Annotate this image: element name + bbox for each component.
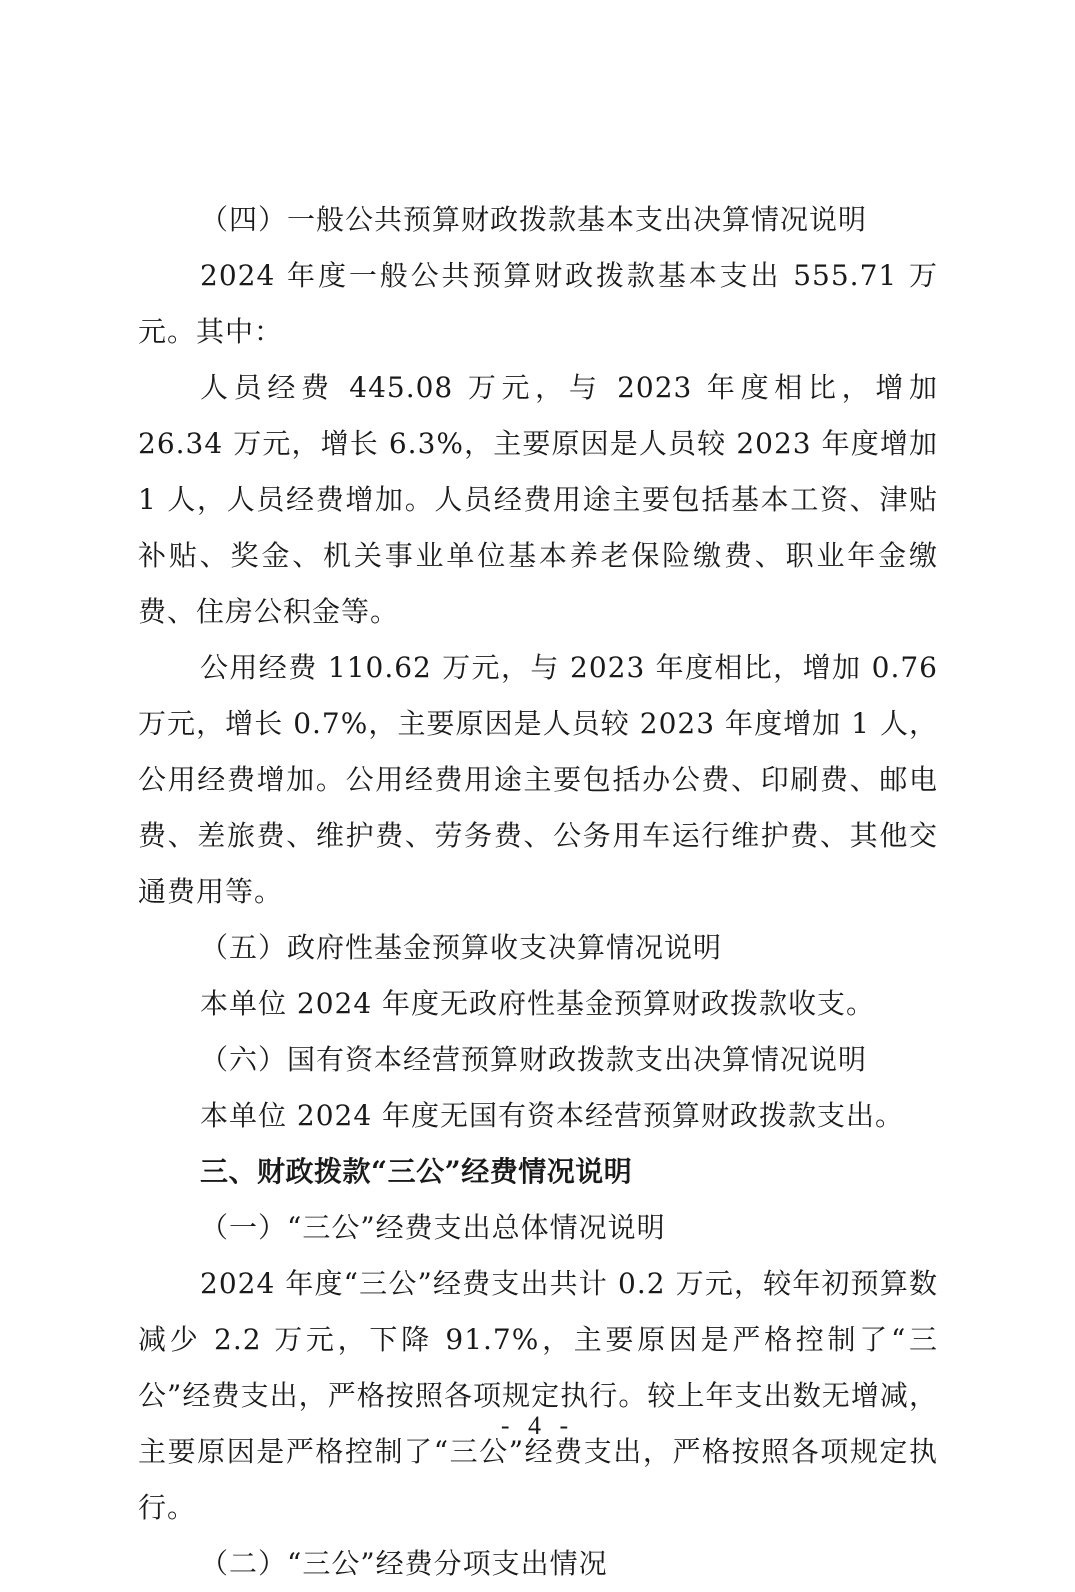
section-heading-5: （五）政府性基金预算收支决算情况说明 [200, 931, 723, 964]
paragraph-personnel-expenses: 人员经费 445.08 万元，与 2023 年度相比，增加 26.34 万元，增长 6.3%，主要原因是人员较 2023 年度增加 1 人，人员经费增加。人员经费用途主要包括基本工资、津贴补贴、奖金、机关事业单位基本养老保险缴费、职业年金缴费、住房公积金等。 [138, 371, 938, 628]
page-number: - 4 - [500, 1411, 575, 1440]
paragraph-government-fund: 本单位 2024 年度无政府性基金预算财政拨款收支。 [200, 987, 876, 1020]
paragraph-three-public-overall: 2024 年度“三公”经费支出共计 0.2 万元，较年初预算数减少 2.2 万元，下降 91.7%，主要原因是严格控制了“三公”经费支出，严格按照各项规定执行。较上年支出数无增减，主要原因是严格控制了“三公”经费支出，严格按照各项规定执行。 [138, 1267, 938, 1524]
paragraph-public-expenses: 公用经费 110.62 万元，与 2023 年度相比，增加 0.76 万元，增长 0.7%，主要原因是人员较 2023 年度增加 1 人，公用经费增加。公用经费用途主要包括办公费、印刷费、邮电费、差旅费、维护费、劳务费、公务用车运行维护费、其他交通费用等。 [138, 651, 938, 908]
section-heading-3-2: （二）“三公”经费分项支出情况 [200, 1547, 608, 1580]
section-heading-3-1: （一）“三公”经费支出总体情况说明 [200, 1211, 666, 1244]
document-body [138, 192, 938, 1592]
paragraph-basic-expenditure: 2024 年度一般公共预算财政拨款基本支出 555.71 万元。其中： [138, 259, 938, 348]
chapter-heading-three-public: 三、财政拨款“三公”经费情况说明 [200, 1155, 633, 1188]
section-heading-4: （四）一般公共预算财政拨款基本支出决算情况说明 [200, 203, 868, 236]
paragraph-state-capital: 本单位 2024 年度无国有资本经营预算财政拨款支出。 [200, 1099, 905, 1132]
section-heading-6: （六）国有资本经营预算财政拨款支出决算情况说明 [200, 1043, 868, 1076]
